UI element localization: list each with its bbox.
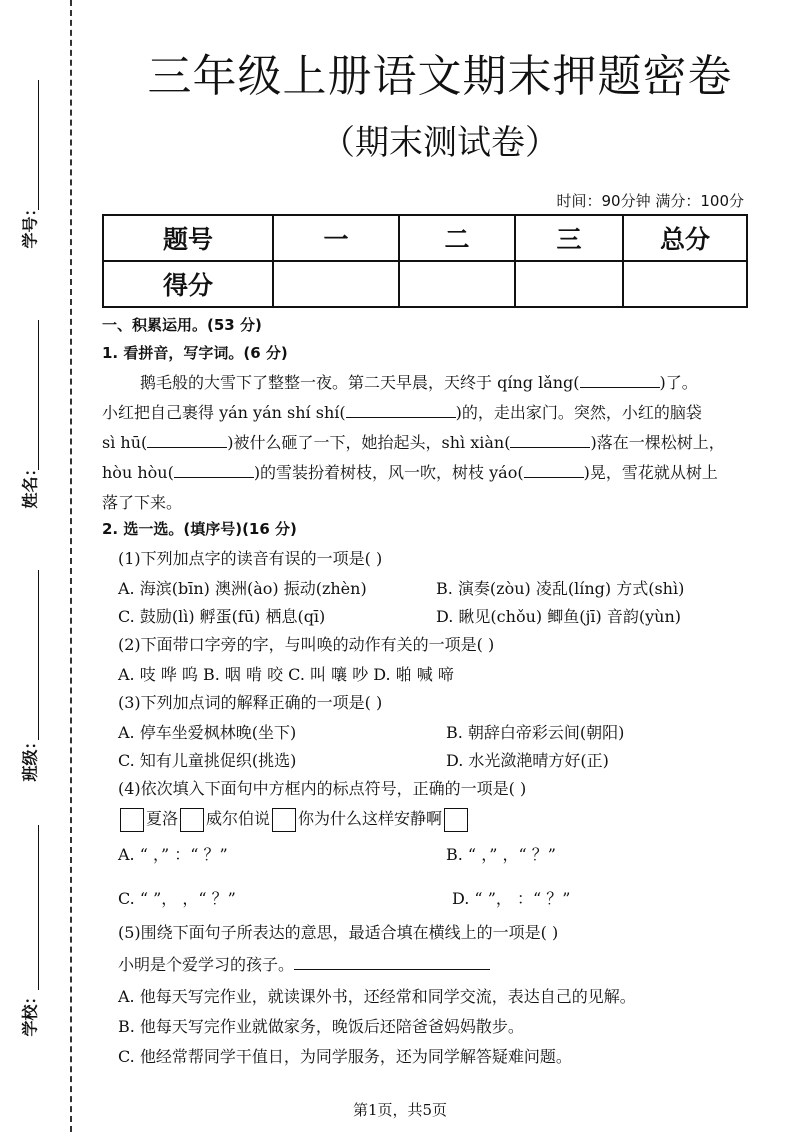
q1-line3: [102, 430, 725, 453]
sentence-text: 威尔伯说: [206, 809, 271, 828]
q1-text: )被什么砸了一下，她抬起头，shì xiàn(: [227, 433, 511, 452]
score-cell[interactable]: [399, 261, 515, 307]
q2-part1-option-d[interactable]: D. 瞅见(chǒu) 鲫鱼(jī) 音韵(yùn): [436, 607, 681, 626]
q2-part5-sentence: [118, 952, 490, 975]
q2-part3-option-a[interactable]: A. 停车坐爱枫林晚(坐下): [118, 723, 297, 742]
answer-blank[interactable]: [147, 447, 227, 448]
name-label: 姓名：: [20, 460, 40, 509]
q1-text: sì hū(: [102, 433, 148, 452]
section1-heading: 一、积累运用。(53 分): [102, 316, 262, 334]
punct-box[interactable]: [272, 808, 296, 832]
punct-box[interactable]: [180, 808, 204, 832]
q2-title: 2. 选一选。(填序号)(16 分): [102, 520, 297, 538]
q1-title: 1. 看拼音，写字词。(6 分): [102, 344, 288, 362]
q2-part4-option-b[interactable]: B. “ ，” ，“ ？”: [446, 845, 556, 864]
score-table-header-row: [103, 215, 747, 261]
q2-part2-options[interactable]: A. 吱 哗 呜 B. 咽 啃 咬 C. 叫 嚷 吵 D. 啪 喊 啼: [118, 665, 454, 684]
page-subtitle: （期末测试卷）: [321, 123, 559, 163]
page-title: 三年级上册语文期末押题密卷: [147, 51, 733, 102]
q1-text: )的，走出家门。突然，小红的脑袋: [455, 403, 702, 422]
q1-text: hòu hòu(: [102, 463, 174, 482]
answer-blank[interactable]: [510, 447, 590, 448]
header-cell: 一: [273, 215, 399, 261]
q2-part5-option-b[interactable]: B. 他每天写完作业就做家务，晚饭后还陪爸爸妈妈散步。: [118, 1017, 524, 1036]
q2-part1-option-a[interactable]: A. 海滨(bīn) 澳洲(ào) 振动(zhèn): [118, 579, 367, 598]
q1-text: )落在一棵松树上，: [590, 433, 725, 452]
q2-part1-option-c[interactable]: C. 鼓励(lì) 孵蛋(fū) 栖息(qī): [118, 607, 326, 626]
header-cell: 总分: [623, 215, 747, 261]
q2-part3: (3)下列加点词的解释正确的一项是( ): [118, 693, 383, 712]
q1-line4: [102, 460, 718, 483]
answer-blank[interactable]: [346, 417, 456, 418]
punct-box[interactable]: [120, 808, 144, 832]
score-table: [102, 214, 748, 308]
header-cell: 三: [515, 215, 623, 261]
q1-line1: [140, 370, 698, 393]
header-cell: 二: [399, 215, 515, 261]
q1-text: 鹅毛般的大雪下了整整一夜。第二天早晨，天终于 qíng lǎng(: [140, 373, 580, 392]
q2-part3-option-d[interactable]: D. 水光潋滟晴方好(正): [446, 751, 609, 770]
answer-blank[interactable]: [174, 477, 254, 478]
answer-blank[interactable]: [580, 387, 660, 388]
q2-part3-option-b[interactable]: B. 朝辞白帝彩云间(朝阳): [446, 723, 625, 742]
q1-line2: [102, 400, 702, 423]
header-cell: 题号: [103, 215, 273, 261]
time-info: 时间：90分钟 满分：100分: [556, 192, 744, 210]
school-label: 学校：: [20, 988, 40, 1037]
student-id-line[interactable]: [38, 80, 39, 210]
q2-part4: (4)依次填入下面句中方框内的标点符号，正确的一项是( ): [118, 779, 527, 798]
score-cell[interactable]: [515, 261, 623, 307]
answer-blank[interactable]: [294, 969, 490, 970]
q2-part4-option-a[interactable]: A. “ ，” ：“ ？”: [118, 845, 228, 864]
q2-part1: (1)下列加点字的读音有误的一项是( ): [118, 549, 383, 568]
name-line[interactable]: [38, 320, 39, 470]
q2-part5: (5)围绕下面句子所表达的意思，最适合填在横线上的一项是( ): [118, 923, 559, 942]
q1-text: )晃，雪花就从树上: [583, 463, 718, 482]
q2-part4-option-d[interactable]: D. “ ”， ：“ ？”: [452, 889, 571, 908]
punct-box[interactable]: [444, 808, 468, 832]
school-line[interactable]: [38, 825, 39, 990]
q2-part2: (2)下面带口字旁的字，与叫唤的动作有关的一项是( ): [118, 635, 495, 654]
q2-part4-sentence: [118, 806, 470, 832]
q2-part5-option-a[interactable]: A. 他每天写完作业，就读课外书，还经常和同学交流，表达自己的见解。: [118, 987, 636, 1006]
class-line[interactable]: [38, 570, 39, 740]
sentence-text: 你为什么这样安静啊: [298, 809, 443, 828]
q2-part3-option-c[interactable]: C. 知有儿童挑促织(挑选): [118, 751, 297, 770]
q2-part1-option-b[interactable]: B. 演奏(zòu) 凌乱(líng) 方式(shì): [436, 579, 685, 598]
q1-text: 小红把自己裹得 yán yán shí shí(: [102, 403, 346, 422]
cut-line: [70, 0, 72, 1132]
q1-line5: 落了下来。: [102, 493, 183, 512]
score-cell[interactable]: [273, 261, 399, 307]
sentence-text: 夏洛: [146, 809, 179, 828]
q1-text: )的雪装扮着树枝，风一吹，树枝 yáo(: [253, 463, 524, 482]
row-label: 得分: [103, 261, 273, 307]
answer-blank[interactable]: [524, 477, 584, 478]
score-table-score-row: [103, 261, 747, 307]
q2-part4-option-c[interactable]: C. “ ”， ，“ ？”: [118, 889, 236, 908]
q1-text: )了。: [659, 373, 698, 392]
score-cell[interactable]: [623, 261, 747, 307]
page-footer: 第1页，共5页: [352, 1101, 448, 1119]
class-label: 班级：: [20, 733, 40, 782]
sentence-text: 小明是个爱学习的孩子。: [118, 955, 295, 974]
binding-margin: [0, 0, 80, 1132]
student-id-label: 学号：: [20, 200, 40, 249]
q2-part5-option-c[interactable]: C. 他经常帮同学干值日，为同学服务，还为同学解答疑难问题。: [118, 1047, 572, 1066]
